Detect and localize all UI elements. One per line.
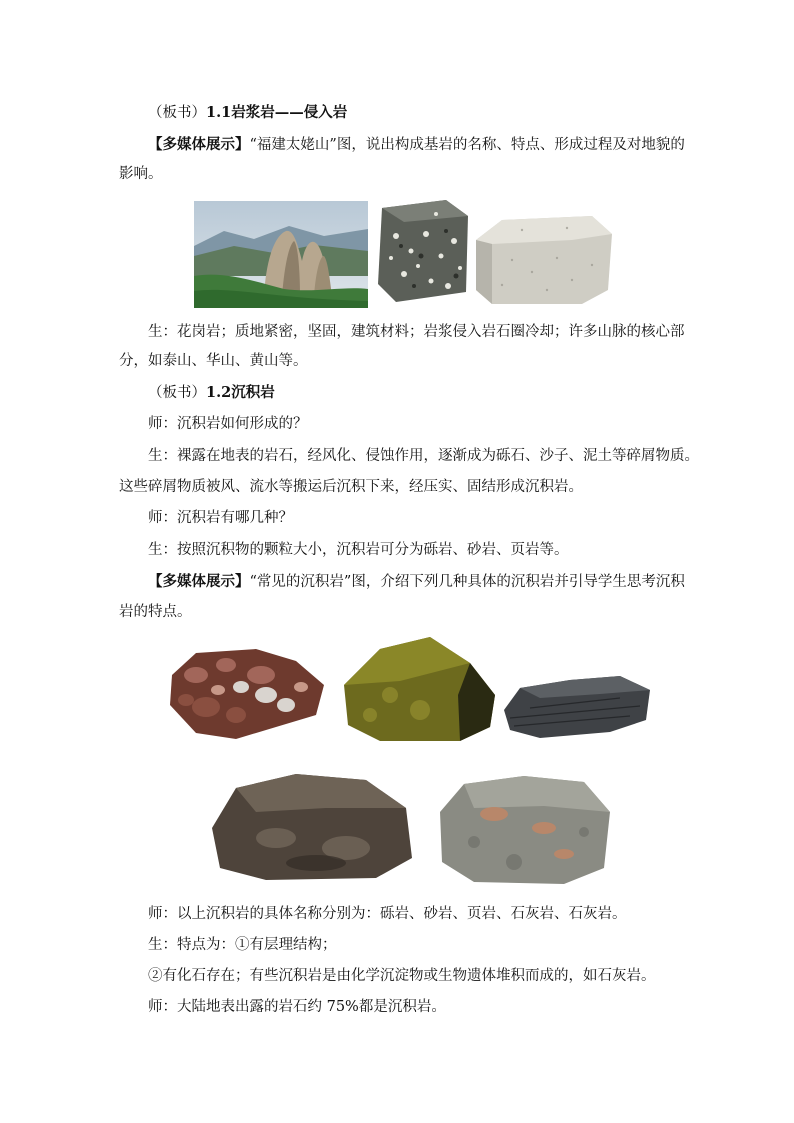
media-line-2-cont: 岩的特点。 (119, 604, 192, 620)
student-answer-2: 生：裸露在地表的岩石，经风化、侵蚀作用，逐渐成为砾石、沙子、泥土等碎屑物质。 (148, 448, 699, 464)
student-answer-3: 生：按照沉积物的颗粒大小，沉积岩可分为砾岩、砂岩、页岩等。 (148, 542, 569, 558)
board-prefix: （板书） (148, 105, 206, 121)
teacher-question-2: 师：沉积岩有哪几种？ (148, 510, 293, 526)
teacher-question-1: 师：沉积岩如何形成的？ (148, 416, 308, 432)
teacher-statement-3: 师：以上沉积岩的具体名称分别为：砾岩、砂岩、页岩、石灰岩、石灰岩。 (148, 906, 627, 922)
limestone-fossil-rock-image (434, 772, 612, 886)
heading-text: 1.1岩浆岩——侵入岩 (206, 104, 348, 121)
media-text: “福建太姥山”图，说出构成基岩的名称、特点、形成过程及对地貌的 (249, 137, 685, 153)
media-line-2 (148, 572, 685, 592)
granite-light-image (472, 210, 614, 306)
student-answer-2-cont: 这些碎屑物质被风、流水等搬运后沉积下来，经压实、固结形成沉积岩。 (119, 479, 583, 495)
sandstone-rock-image (340, 635, 497, 743)
student-answer-4-cont: ②有化石存在；有些沉积岩是由化学沉淀物或生物遗体堆积而成的，如石灰岩。 (148, 968, 656, 984)
limestone-rock-image-1 (206, 768, 416, 882)
media-prefix: 【多媒体展示】 (148, 136, 250, 153)
granite-dark-image (376, 196, 470, 304)
media-line-1-cont: 影响。 (119, 166, 163, 182)
conglomerate-rock-image (166, 645, 326, 743)
media-line-1 (148, 135, 685, 155)
student-answer-1: 生：花岗岩；质地紧密，坚固，建筑材料；岩浆侵入岩石圈冷却；许多山脉的核心部 (148, 324, 685, 340)
board-heading-1 (148, 103, 347, 123)
teacher-statement-4: 师：大陆地表出露的岩石约 75%都是沉积岩。 (148, 999, 446, 1015)
board-prefix: （板书） (148, 385, 206, 401)
student-answer-4: 生：特点为：①有层理结构； (148, 937, 337, 953)
heading-text: 1.2沉积岩 (206, 384, 275, 401)
media-prefix: 【多媒体展示】 (148, 573, 250, 590)
mountain-landscape-image (194, 201, 368, 308)
board-heading-2 (148, 383, 275, 403)
shale-rock-image (500, 670, 654, 740)
media-text: “常见的沉积岩”图，介绍下列几种具体的沉积岩并引导学生思考沉积 (249, 574, 685, 590)
student-answer-1-cont: 分，如泰山、华山、黄山等。 (119, 353, 308, 369)
